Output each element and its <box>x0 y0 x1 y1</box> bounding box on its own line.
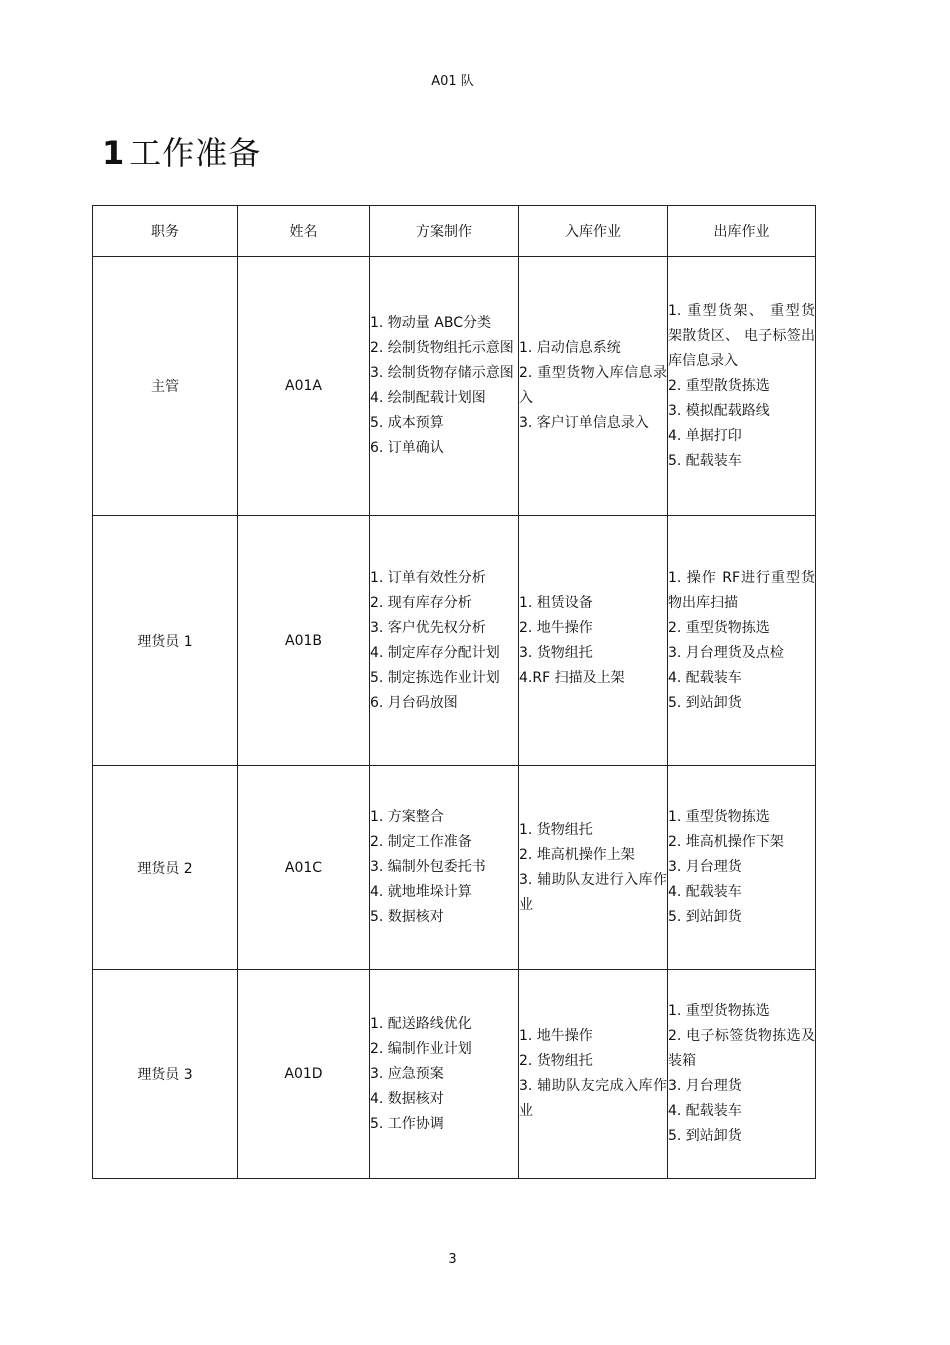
list-item: 1. 租赁设备 <box>519 594 593 611</box>
section-number: 1 <box>102 134 126 172</box>
list-item: 1. 地牛操作 <box>519 1028 593 1044</box>
list-item: 5. 制定拣选作业计划 <box>370 669 500 686</box>
table-row <box>93 516 816 766</box>
list-item: 3. 应急预案 <box>370 1065 444 1082</box>
outbound-cell <box>668 516 816 766</box>
list-item: 1. 操作 RF进行重型货物出库扫描 <box>668 569 815 611</box>
section-title <box>102 128 261 174</box>
list-item: 1. 物动量 ABC分类 <box>370 315 491 331</box>
list-item: 2. 制定工作准备 <box>370 834 472 850</box>
list-item: 4.RF 扫描及上架 <box>519 669 625 686</box>
list-item: 4. 数据核对 <box>370 1090 444 1107</box>
list-item: 2. 货物组托 <box>519 1053 593 1069</box>
name-cell: A01C <box>238 766 370 970</box>
name-cell: A01D <box>238 970 370 1179</box>
list-item: 4. 就地堆垛计算 <box>370 884 472 900</box>
list-item: 4. 配载装车 <box>668 1103 742 1119</box>
list-item: 4. 配载装车 <box>668 884 742 900</box>
role-cell: 主管 <box>93 257 238 516</box>
inbound-cell <box>519 766 668 970</box>
plan-cell <box>370 257 519 516</box>
plan-cell <box>370 766 519 970</box>
list-item: 5. 到站卸货 <box>668 694 742 711</box>
list-item: 5. 数据核对 <box>370 909 444 925</box>
list-item: 2. 堆高机操作上架 <box>519 846 635 863</box>
inbound-cell <box>519 257 668 516</box>
list-item: 1. 方案整合 <box>370 809 444 825</box>
table-row <box>93 970 816 1179</box>
table-row <box>93 257 816 516</box>
page-number: 3 <box>448 1252 457 1267</box>
role-cell: 理货员 1 <box>93 516 238 766</box>
plan-cell <box>370 970 519 1179</box>
inbound-cell <box>519 970 668 1179</box>
inbound-cell <box>519 516 668 766</box>
list-item: 1. 重型货物拣选 <box>668 1003 770 1019</box>
list-item: 2. 堆高机操作下架 <box>668 834 784 850</box>
list-item: 2. 绘制货物组托示意图 <box>370 340 514 356</box>
list-item: 3. 绘制货物存储示意图 <box>370 365 514 381</box>
column-header-role: 职务 <box>93 206 238 257</box>
list-item: 3. 客户订单信息录入 <box>519 415 649 431</box>
list-item: 3. 月台理货 <box>668 859 742 875</box>
section-title-text: 工作准备 <box>129 134 262 172</box>
table-header-row <box>93 206 816 257</box>
list-item: 2. 地牛操作 <box>519 619 593 636</box>
list-item: 3. 模拟配载路线 <box>668 402 770 419</box>
list-item: 1. 启动信息系统 <box>519 340 621 356</box>
name-cell: A01A <box>238 257 370 516</box>
role-cell: 理货员 3 <box>93 970 238 1179</box>
list-item: 2. 重型货物拣选 <box>668 619 770 636</box>
list-item: 5. 到站卸货 <box>668 909 742 925</box>
table-row <box>93 766 816 970</box>
list-item: 1. 重型货架、 重型货架散货区、 电子标签出库信息录入 <box>668 302 815 369</box>
list-item: 2. 重型散货拣选 <box>668 377 770 394</box>
outbound-cell <box>668 257 816 516</box>
page-header: A01 队 <box>431 74 474 89</box>
outbound-cell <box>668 970 816 1179</box>
list-item: 5. 工作协调 <box>370 1115 444 1132</box>
list-item: 6. 月台码放图 <box>370 694 458 711</box>
column-header-name: 姓名 <box>238 206 370 257</box>
list-item: 3. 月台理货 <box>668 1078 742 1094</box>
role-cell: 理货员 2 <box>93 766 238 970</box>
list-item: 3. 编制外包委托书 <box>370 859 486 875</box>
list-item: 3. 辅助队友进行入库作业 <box>519 871 667 913</box>
list-item: 1. 配送路线优化 <box>370 1015 472 1032</box>
list-item: 4. 单据打印 <box>668 427 742 444</box>
list-item: 5. 配载装车 <box>668 452 742 469</box>
list-item: 2. 现有库存分析 <box>370 594 472 611</box>
list-item: 3. 月台理货及点检 <box>668 644 784 661</box>
list-item: 5. 成本预算 <box>370 415 444 431</box>
list-item: 2. 重型货物入库信息录入 <box>519 365 667 406</box>
outbound-cell <box>668 766 816 970</box>
list-item: 3. 货物组托 <box>519 644 593 661</box>
list-item: 1. 重型货物拣选 <box>668 809 770 825</box>
column-header-outbound: 出库作业 <box>668 206 816 257</box>
column-header-inbound: 入库作业 <box>519 206 668 257</box>
list-item: 1. 订单有效性分析 <box>370 569 486 586</box>
list-item: 2. 编制作业计划 <box>370 1040 472 1057</box>
list-item: 4. 配载装车 <box>668 669 742 686</box>
list-item: 6. 订单确认 <box>370 440 444 456</box>
column-header-plan: 方案制作 <box>370 206 519 257</box>
plan-cell <box>370 516 519 766</box>
list-item: 4. 制定库存分配计划 <box>370 644 500 661</box>
role-assignment-table <box>92 205 816 1179</box>
list-item: 4. 绘制配载计划图 <box>370 390 486 406</box>
list-item: 2. 电子标签货物拣选及装箱 <box>668 1028 815 1069</box>
list-item: 3. 辅助队友完成入库作业 <box>519 1078 667 1119</box>
list-item: 3. 客户优先权分析 <box>370 619 486 636</box>
list-item: 5. 到站卸货 <box>668 1128 742 1144</box>
list-item: 1. 货物组托 <box>519 821 593 838</box>
name-cell: A01B <box>238 516 370 766</box>
